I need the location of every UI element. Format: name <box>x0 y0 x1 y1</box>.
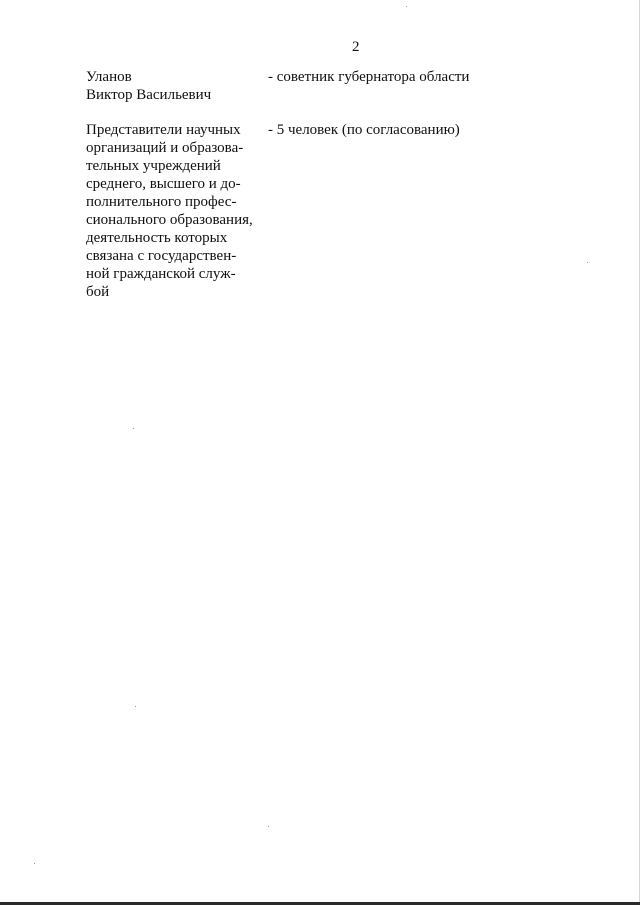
scan-speck <box>135 706 136 707</box>
scan-speck <box>406 6 407 7</box>
entry-role: - 5 человек (по согласованию) <box>268 122 460 138</box>
entry-role: - советник губернатора области <box>268 69 470 85</box>
scan-speck <box>133 428 134 429</box>
entry-name: Уланов Виктор Васильевич <box>86 69 212 103</box>
scan-speck <box>587 262 588 263</box>
entry-name: Представители научных организаций и образова- тельных учреждений среднего, высшего и до- полнительного профес- сионального образования, деятельность которых связана с государствен- ной гражданской служ- бой <box>86 122 253 300</box>
page-number: 2 <box>352 39 360 55</box>
scan-speck <box>268 826 269 827</box>
scan-speck <box>34 863 35 864</box>
